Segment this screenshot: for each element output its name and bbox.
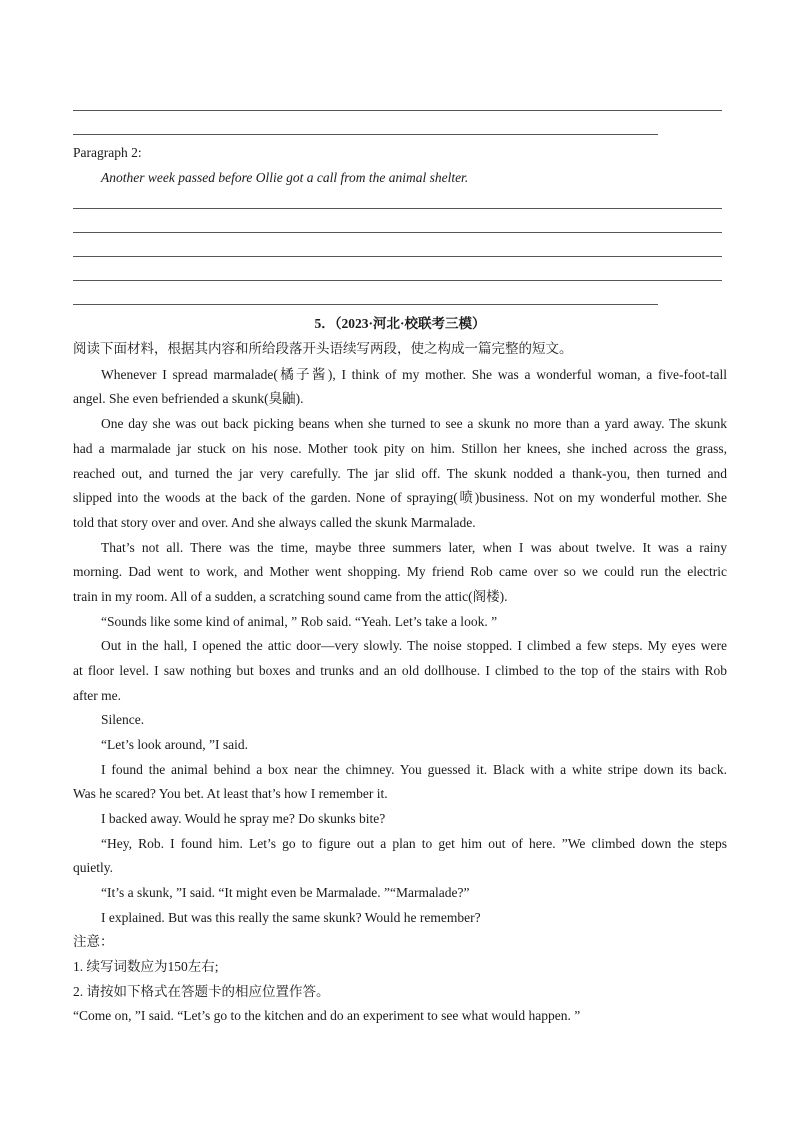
passage-line: One day she was out back picking beans when she turned to see a skunk no more than a yard away. The skunk	[101, 416, 727, 431]
notes-title: 注意：	[73, 934, 114, 949]
answer-line	[73, 304, 658, 305]
passage-line: reached out, and turned the jar very carefully. The jar slid off. The skunk nodded a thank-you, then turned and	[73, 466, 727, 481]
paragraph-2-opening: Another week passed before Ollie got a call from the animal shelter.	[101, 170, 469, 185]
passage-line: I found the animal behind a box near the chimney. You guessed it. Black with a white stripe down its back.	[101, 762, 727, 777]
passage-line: I backed away. Would he spray me? Do skunks bite?	[101, 811, 386, 826]
passage-line: had a marmalade jar stuck on his nose. Mother took pity on him. Stillon her knees, she inched across the grass,	[73, 441, 727, 456]
passage-line: “It’s a skunk, ”I said. “It might even be Marmalade. ”“Marmalade?”	[101, 885, 470, 900]
passage-line: angel. She even befriended a skunk(臭鼬).	[73, 391, 304, 406]
passage-line: after me.	[73, 688, 121, 703]
passage-line: morning. Dad went to work, and Mother went shopping. My friend Rob came over so we could run the electric	[73, 564, 727, 579]
continuation-opening: “Come on, ”I said. “Let’s go to the kitchen and do an experiment to see what would happen. ”	[73, 1008, 581, 1023]
passage-line: at floor level. I saw nothing but boxes and trunks and an old dollhouse. I climbed to the top of the stairs with Rob	[73, 663, 727, 678]
answer-line	[73, 110, 722, 111]
answer-line	[73, 232, 722, 233]
passage-line: Was he scared? You bet. At least that’s how I remember it.	[73, 786, 388, 801]
passage-line: I explained. But was this really the same skunk? Would he remember?	[101, 910, 481, 925]
note-item: 1. 续写词数应为150左右;	[73, 959, 219, 974]
passage-line: Whenever I spread marmalade(橘子酱), I think of my mother. She was a wonderful woman, a five-foot-tall	[101, 367, 727, 382]
question-heading: 5．（2023·河北·校联考三模）	[314, 316, 486, 331]
passage-line: quietly.	[73, 860, 113, 875]
passage-line: That’s not all. There was the time, maybe three summers later, when I was about twelve. It was a rainy	[101, 540, 727, 555]
answer-line	[73, 280, 722, 281]
passage-line: train in my room. All of a sudden, a scratching sound came from the attic(阁楼).	[73, 589, 508, 604]
question-instruction: 阅读下面材料，根据其内容和所给段落开头语续写两段，使之构成一篇完整的短文。	[73, 341, 573, 356]
passage-line: “Let’s look around, ”I said.	[101, 737, 248, 752]
passage-line: Out in the hall, I opened the attic door—very slowly. The noise stopped. I climbed a few steps. My eyes were	[101, 638, 727, 653]
paragraph-2-label: Paragraph 2:	[73, 145, 142, 160]
passage-line: “Sounds like some kind of animal, ” Rob said. “Yeah. Let’s take a look. ”	[101, 614, 498, 629]
passage-line: slipped into the woods at the back of the garden. None of spraying(喷)business. Not on my wonderful mother. She	[73, 490, 727, 505]
note-item: 2. 请按如下格式在答题卡的相应位置作答。	[73, 984, 330, 999]
answer-line	[73, 256, 722, 257]
passage-line: “Hey, Rob. I found him. Let’s go to figure out a plan to get him out of here. ”We climbed down the steps	[101, 836, 727, 851]
answer-line	[73, 134, 658, 135]
passage-line: told that story over and over. And she always called the skunk Marmalade.	[73, 515, 476, 530]
answer-line	[73, 208, 722, 209]
passage-line: Silence.	[101, 712, 145, 727]
